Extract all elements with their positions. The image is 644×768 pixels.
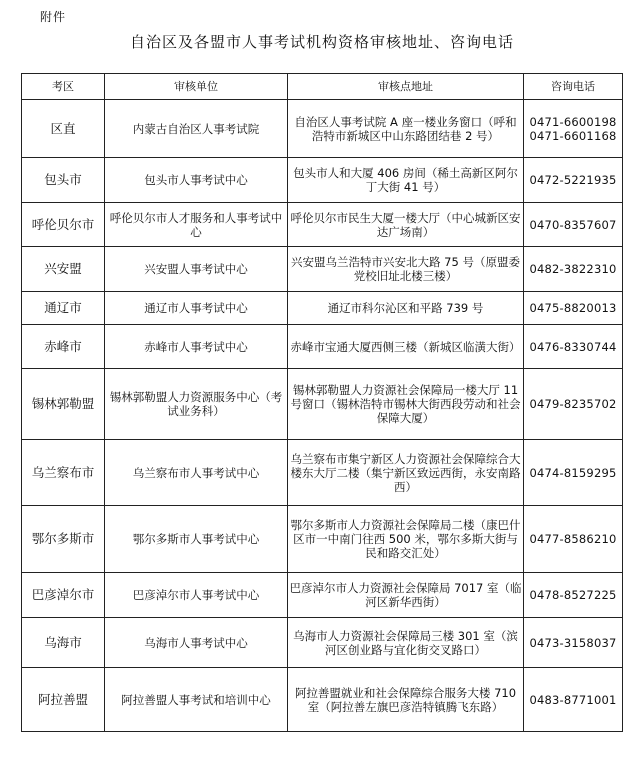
region-cell: 通辽市 xyxy=(22,292,105,325)
region-cell: 赤峰市 xyxy=(22,325,105,369)
phone-cell xyxy=(524,506,623,573)
phone-number: 0478-8527225 xyxy=(529,588,617,602)
table-row xyxy=(22,100,623,158)
region-cell: 乌兰察布市 xyxy=(22,440,105,506)
address-cell xyxy=(288,325,524,369)
region-cell: 区直 xyxy=(22,100,105,158)
unit-cell: 兴安盟人事考试中心 xyxy=(105,247,288,292)
phone-cell xyxy=(524,292,623,325)
table-row xyxy=(22,247,623,292)
table-row xyxy=(22,203,623,247)
unit-cell: 包头市人事考试中心 xyxy=(105,158,288,203)
table-row xyxy=(22,440,623,506)
address-text: 自治区人事考试院 A 座一楼业务窗口（呼和浩特市新城区中山东路团结巷 2 号） xyxy=(294,114,517,143)
column-header-region: 考区 xyxy=(22,74,105,100)
phone-cell xyxy=(524,203,623,247)
unit-cell: 锡林郭勒盟人力资源服务中心（考试业务科） xyxy=(105,369,288,440)
table-row xyxy=(22,158,623,203)
phone-number: 0471-6600198 xyxy=(529,114,617,129)
unit-cell: 乌兰察布市人事考试中心 xyxy=(105,440,288,506)
column-header-unit: 审核单位 xyxy=(105,74,288,100)
phone-cell xyxy=(524,158,623,203)
address-cell xyxy=(288,292,524,325)
phone-number: 0479-8235702 xyxy=(529,397,617,411)
document-title: 自治区及各盟市人事考试机构资格审核地址、咨询电话 xyxy=(129,33,514,51)
address-cell xyxy=(288,440,524,506)
phone-cell xyxy=(524,573,623,618)
address-text: 鄂尔多斯市人力资源社会保障局二楼（康巴什区市一中南门往西 500 米，鄂尔多斯大街与民和路交汇处） xyxy=(290,518,521,560)
address-text: 巴彦淖尔市人力资源社会保障局 7017 室（临河区新华西街） xyxy=(289,581,522,609)
unit-cell: 阿拉善盟人事考试和培训中心 xyxy=(105,668,288,732)
unit-cell: 鄂尔多斯市人事考试中心 xyxy=(105,506,288,573)
address-cell xyxy=(288,247,524,292)
phone-cell xyxy=(524,668,623,732)
column-header-address: 审核点地址 xyxy=(288,74,524,100)
address-text: 乌兰察布市集宁新区人力资源社会保障综合大楼东大厅二楼（集宁新区致远西街，永安南路西） xyxy=(290,451,521,494)
attachment-label: 附件 xyxy=(40,10,67,24)
region-cell: 鄂尔多斯市 xyxy=(22,506,105,573)
phone-number: 0474-8159295 xyxy=(529,465,617,480)
address-text: 阿拉善盟就业和社会保障综合服务大楼 710 室（阿拉善左旗巴彦浩特镇腾飞东路） xyxy=(294,685,517,714)
region-cell: 锡林郭勒盟 xyxy=(22,369,105,440)
unit-cell: 通辽市人事考试中心 xyxy=(105,292,288,325)
address-text: 通辽市科尔沁区和平路 739 号 xyxy=(327,301,484,315)
address-text: 乌海市人力资源社会保障局三楼 301 室（滨河区创业路与宜化街交叉路口） xyxy=(293,628,518,657)
region-cell: 呼伦贝尔市 xyxy=(22,203,105,247)
region-cell: 阿拉善盟 xyxy=(22,668,105,732)
phone-number: 0476-8330744 xyxy=(529,339,617,354)
address-text: 兴安盟乌兰浩特市兴安北大路 75 号（原盟委党校旧址北楼三楼） xyxy=(291,255,520,283)
phone-number: 0477-8586210 xyxy=(529,532,617,546)
phone-cell xyxy=(524,618,623,668)
table-header-row xyxy=(22,74,623,100)
review-address-table xyxy=(21,73,623,732)
address-cell xyxy=(288,369,524,440)
address-cell xyxy=(288,158,524,203)
address-text: 呼伦贝尔市民生大厦一楼大厅（中心城新区安达广场南） xyxy=(290,210,521,239)
phone-number: 0482-3822310 xyxy=(529,262,617,276)
unit-cell: 呼伦贝尔市人才服务和人事考试中心 xyxy=(105,203,288,247)
phone-cell xyxy=(524,369,623,440)
address-cell xyxy=(288,668,524,732)
region-cell: 包头市 xyxy=(22,158,105,203)
address-text: 赤峰市宝通大厦西侧三楼（新城区临潢大街） xyxy=(290,339,521,354)
unit-cell: 赤峰市人事考试中心 xyxy=(105,325,288,369)
phone-number: 0473-3158037 xyxy=(529,635,617,650)
table-row xyxy=(22,668,623,732)
table-row xyxy=(22,618,623,668)
address-cell xyxy=(288,573,524,618)
unit-cell: 内蒙古自治区人事考试院 xyxy=(105,100,288,158)
unit-cell: 乌海市人事考试中心 xyxy=(105,618,288,668)
address-cell xyxy=(288,506,524,573)
table-row xyxy=(22,369,623,440)
region-cell: 巴彦淖尔市 xyxy=(22,573,105,618)
address-text: 包头市人和大厦 406 房间（稀土高新区阿尔丁大街 41 号） xyxy=(293,166,518,194)
table-row xyxy=(22,292,623,325)
phone-number: 0470-8357607 xyxy=(529,217,617,232)
table-row xyxy=(22,573,623,618)
region-cell: 兴安盟 xyxy=(22,247,105,292)
region-cell: 乌海市 xyxy=(22,618,105,668)
phone-number: 0472-5221935 xyxy=(529,173,617,187)
table-row xyxy=(22,325,623,369)
phone-cell xyxy=(524,100,623,158)
address-cell xyxy=(288,618,524,668)
address-cell xyxy=(288,100,524,158)
address-text: 锡林郭勒盟人力资源社会保障局一楼大厅 11 号窗口（锡林浩特市锡林大街西段劳动和社会保障大厦） xyxy=(290,383,521,425)
unit-cell: 巴彦淖尔市人事考试中心 xyxy=(105,573,288,618)
phone-number: 0483-8771001 xyxy=(529,692,617,707)
address-cell xyxy=(288,203,524,247)
column-header-phone: 咨询电话 xyxy=(524,74,623,100)
phone-cell xyxy=(524,440,623,506)
phone-cell xyxy=(524,247,623,292)
phone-number: 0475-8820013 xyxy=(529,301,617,315)
phone-cell xyxy=(524,325,623,369)
phone-number: 0471-6601168 xyxy=(529,128,617,143)
table-row xyxy=(22,506,623,573)
